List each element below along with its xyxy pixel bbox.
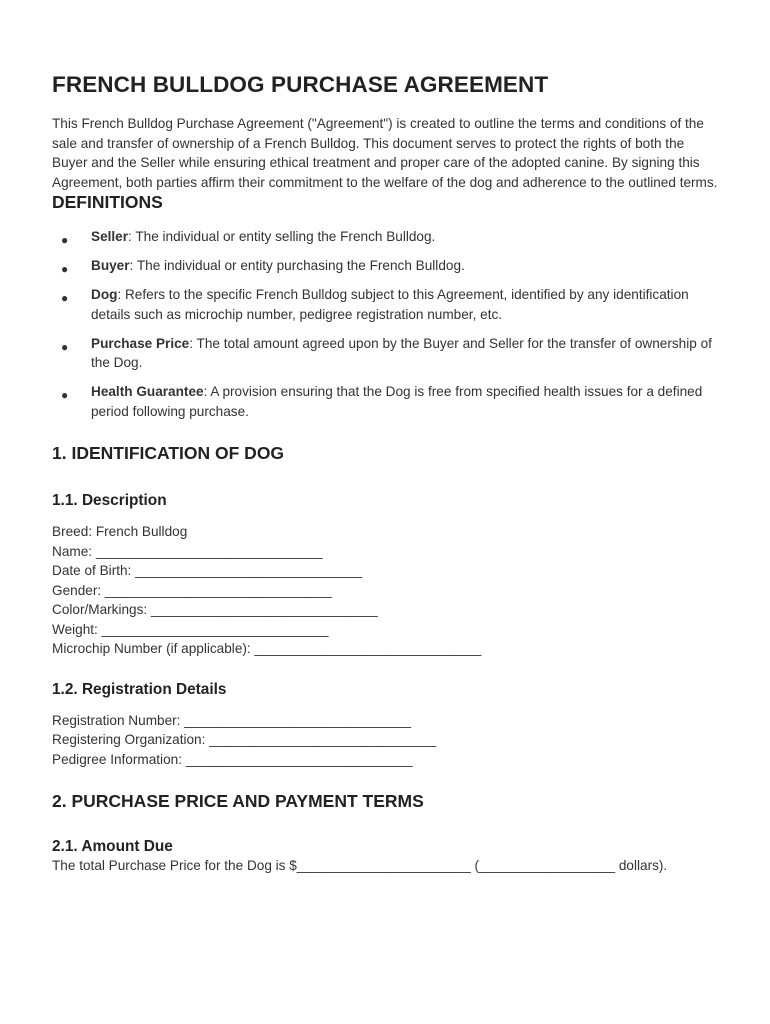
definition-term: Dog [91, 287, 118, 302]
bullet-icon: ● [61, 291, 69, 305]
subsection-2-1-heading: 2.1. Amount Due [52, 838, 173, 855]
bullet-icon: ● [61, 339, 69, 354]
definitions-heading: DEFINITIONS [52, 192, 163, 212]
definition-term: Health Guarantee [91, 384, 204, 399]
definition-item [52, 334, 718, 373]
definition-text: : The individual or entity purchasing the French Bulldog. [129, 258, 465, 273]
field-line: Gender: ______________________________ [52, 582, 332, 598]
intro-paragraph: This French Bulldog Purchase Agreement ("Agreement") is created to outline the terms and conditions of the sale and transfer of ownership of a French Bulldog. This document serves to protect the rights of both the Buyer and the Seller while ensuring ethical treatment and proper care of the adopted canine. By signing this Agreement, both parties affirm their commitment to the welfare of the dog and adherence to the outlined terms. [52, 116, 718, 190]
field-line: Microchip Number (if applicable): ______________________________ [52, 641, 482, 656]
definition-item [52, 382, 718, 421]
definition-term: Seller [91, 229, 129, 244]
definition-term: Buyer [91, 258, 130, 273]
section-2-heading: 2. PURCHASE PRICE AND PAYMENT TERMS [52, 791, 424, 811]
field-line: Breed: French Bulldog [52, 524, 188, 539]
document-title: FRENCH BULLDOG PURCHASE AGREEMENT [52, 72, 549, 97]
definition-item [52, 227, 718, 247]
field-line: Weight: ______________________________ [52, 621, 329, 637]
definition-text: : A provision ensuring that the Dog is free from specified health issues for a defined period following purchase. [91, 384, 703, 419]
definition-item [52, 285, 718, 324]
definitions-list [52, 227, 718, 421]
bullet-icon: ● [61, 388, 69, 402]
field-line: Date of Birth: ______________________________ [52, 563, 362, 578]
subsection-1-2-heading: 1.2. Registration Details [52, 680, 227, 698]
field-line: Name: ______________________________ [52, 543, 323, 559]
registration-fields [52, 711, 718, 770]
definition-text: : The total amount agreed upon by the Buyer and Seller for the transfer of ownership of the Dog. [91, 335, 712, 370]
field-line: Registering Organization: ______________________________ [52, 732, 436, 747]
field-line: Color/Markings: ______________________________ [52, 602, 378, 617]
definition-term: Purchase Price [91, 335, 190, 351]
subsection-1-1-heading: 1.1. Description [52, 492, 167, 509]
bullet-icon: ● [61, 233, 69, 247]
bullet-icon: ● [61, 262, 69, 276]
section-1-heading: 1. IDENTIFICATION OF DOG [52, 443, 285, 463]
definition-item [52, 256, 718, 276]
definition-text: : Refers to the specific French Bulldog subject to this Agreement, identified by any identification details such as microchip number, pedigree registration number, etc. [91, 287, 689, 322]
field-line: Pedigree Information: ______________________________ [52, 751, 413, 767]
description-fields [52, 522, 718, 659]
field-line: Registration Number: ______________________________ [52, 712, 412, 728]
definition-text: : The individual or entity selling the French Bulldog. [128, 229, 436, 244]
amount-due-text: The total Purchase Price for the Dog is $_______________________ (__________________ dollars). [52, 858, 668, 873]
